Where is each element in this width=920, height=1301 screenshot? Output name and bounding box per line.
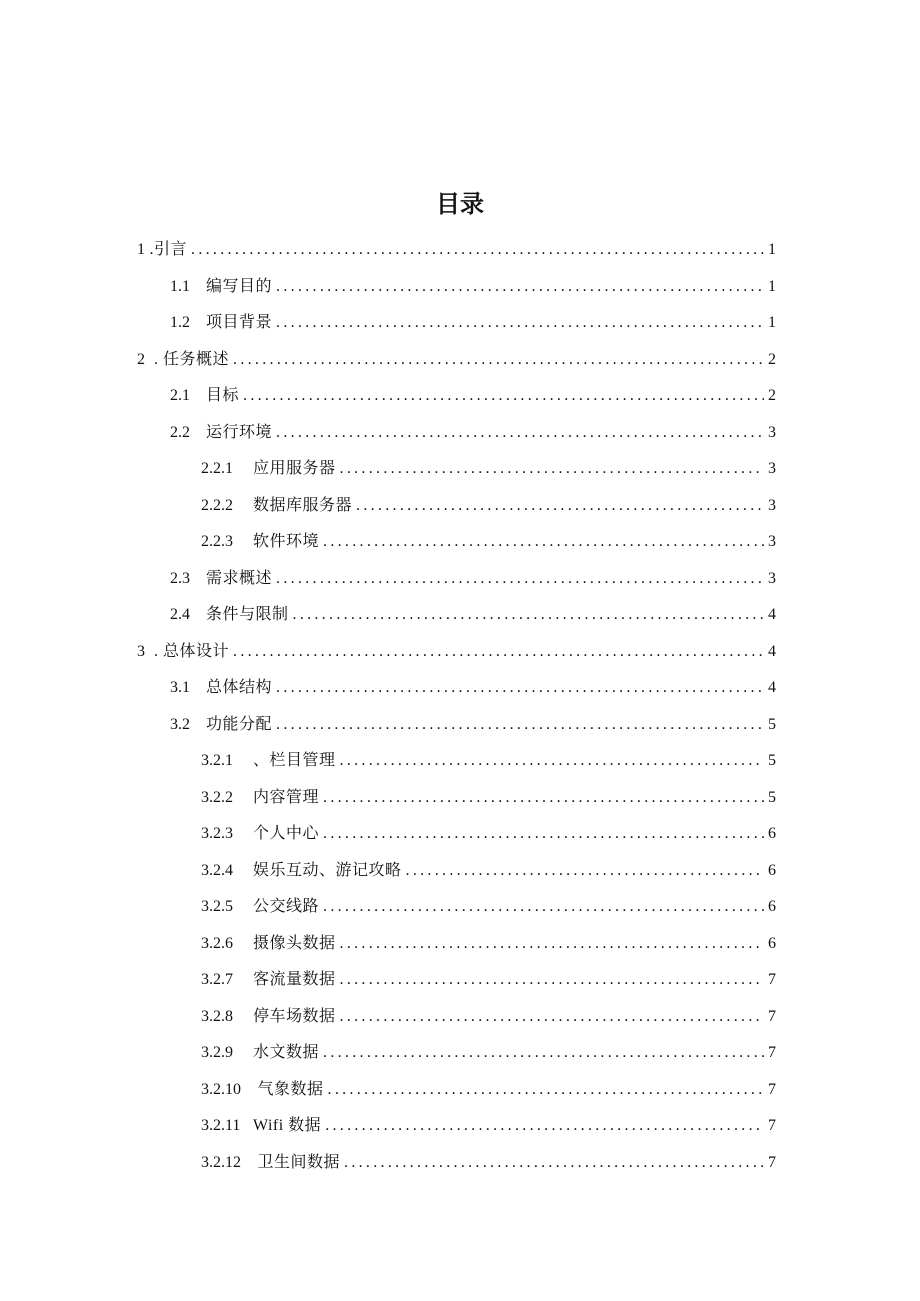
toc-entry-title: 条件与限制 [206, 606, 289, 623]
toc-entry-number: 1 [137, 241, 145, 258]
toc-entry-page: 6 [768, 934, 776, 952]
toc-entry[interactable] [0, 743, 920, 780]
dot-leader [233, 342, 764, 379]
toc-entry[interactable] [0, 1072, 920, 1109]
dot-leader [276, 415, 764, 452]
toc-entry-page: 5 [768, 788, 776, 806]
toc-entry[interactable] [0, 999, 920, 1036]
toc-entry-number: 2.4 [170, 606, 190, 623]
toc-entry[interactable] [0, 269, 920, 306]
toc-entry[interactable] [0, 305, 920, 342]
toc-entry-number: 3.1 [170, 679, 190, 696]
toc-entry-page: 7 [768, 1117, 776, 1134]
dot-leader [233, 634, 764, 671]
toc-entry[interactable] [0, 342, 920, 379]
toc-entry[interactable] [0, 816, 920, 853]
toc-entry[interactable] [0, 488, 920, 525]
toc-entry[interactable] [0, 670, 920, 707]
toc-entry-page: 1 [768, 241, 776, 258]
toc-entry-title: 运行环境 [206, 423, 273, 441]
dot-leader [340, 451, 764, 488]
toc-entry[interactable] [0, 853, 920, 890]
toc-entry-title: 软件环境 [253, 533, 320, 550]
toc-entry-page: 7 [768, 1080, 776, 1098]
toc-entry-page: 4 [768, 679, 776, 696]
dot-leader [276, 670, 764, 707]
toc-entry-page: 3 [768, 496, 776, 514]
toc-entry-page: 3 [768, 569, 776, 587]
toc-entry-title: 目标 [206, 387, 240, 404]
toc-entry-title: 编写目的 [206, 277, 273, 295]
dot-leader [340, 999, 764, 1036]
dot-leader [323, 816, 764, 853]
dot-leader [276, 269, 764, 306]
toc-entry-page: 4 [768, 642, 776, 660]
toc-entry-title: 、栏目管理 [253, 752, 336, 769]
dot-leader [344, 1145, 764, 1182]
dot-leader [340, 743, 764, 780]
toc-entry-title: 总体结构 [206, 679, 273, 696]
toc-entry-title: 内容管理 [253, 788, 320, 806]
toc-entry-page: 3 [768, 533, 776, 550]
toc-entry-number: 3.2.3 [201, 825, 233, 842]
toc-entry-title: 停车场数据 [253, 1007, 336, 1025]
dot-leader [328, 1072, 764, 1109]
toc-entry-title: 功能分配 [206, 715, 273, 733]
toc-entry-number: 2 [137, 350, 145, 368]
toc-entry-page: 3 [768, 423, 776, 441]
toc-entry-number: 2.2.3 [201, 533, 233, 550]
dot-leader [276, 561, 764, 598]
toc-entry-title: 摄像头数据 [253, 934, 336, 952]
toc-entry-title: Wifi 数据 [253, 1117, 322, 1134]
toc-entry-number: 1.2 [170, 314, 190, 331]
dot-leader [406, 853, 764, 890]
toc-entry-number: 2.2.2 [201, 496, 233, 514]
dot-leader [340, 962, 764, 999]
toc-entry-number: 2.2 [170, 423, 190, 441]
toc-entry-number: 3.2.2 [201, 788, 233, 806]
toc-entry[interactable] [0, 1145, 920, 1182]
toc-entry[interactable] [0, 415, 920, 452]
dot-leader [323, 1035, 764, 1072]
toc-entry-number: 3.2.4 [201, 861, 233, 879]
toc-entry-number: 3.2.6 [201, 934, 233, 952]
dot-leader [191, 232, 764, 269]
toc-entry-title: 水文数据 [253, 1044, 320, 1061]
dot-leader [323, 889, 764, 926]
dot-leader [340, 926, 764, 963]
toc-entry-page: 6 [768, 825, 776, 842]
toc-entry-number: 3.2.11 [201, 1117, 241, 1134]
toc-entry-page: 2 [768, 387, 776, 404]
toc-entry-title: 个人中心 [253, 825, 320, 842]
toc-entry-page: 5 [768, 752, 776, 769]
dot-leader [323, 780, 764, 817]
toc-entry-number: 3.2.9 [201, 1044, 233, 1061]
toc-entry-page: 6 [768, 898, 776, 915]
toc-entry-page: 5 [768, 715, 776, 733]
dot-leader [356, 488, 764, 525]
toc-entry-page: 1 [768, 314, 776, 331]
toc-entry[interactable] [0, 597, 920, 634]
toc-entry-number: 3.2 [170, 715, 190, 733]
table-of-contents [0, 232, 920, 1181]
dot-leader [243, 378, 764, 415]
toc-entry-title: 娱乐互动、游记攻略 [253, 861, 402, 879]
dot-leader [293, 597, 764, 634]
toc-entry-number: 2.3 [170, 569, 190, 587]
toc-entry[interactable] [0, 1035, 920, 1072]
toc-entry-title: . 总体设计 [145, 642, 230, 660]
dot-leader [276, 305, 764, 342]
toc-entry[interactable] [0, 962, 920, 999]
toc-entry-title: 应用服务器 [253, 460, 336, 477]
toc-title: 目录 [436, 190, 484, 218]
toc-entry[interactable] [0, 889, 920, 926]
toc-entry-title: 气象数据 [253, 1080, 324, 1098]
toc-entry[interactable] [0, 378, 920, 415]
toc-entry-page: 7 [768, 1044, 776, 1061]
toc-entry[interactable] [0, 926, 920, 963]
toc-entry-number: 3.2.5 [201, 898, 233, 915]
toc-entry-title: 公交线路 [253, 898, 320, 915]
toc-entry-title: 客流量数据 [253, 971, 336, 988]
toc-entry-number: 3.2.1 [201, 752, 233, 769]
toc-entry-number: 3.2.12 [201, 1153, 241, 1171]
toc-entry-page: 7 [768, 1153, 776, 1171]
toc-entry[interactable] [0, 524, 920, 561]
toc-entry-page: 2 [768, 350, 776, 368]
toc-entry[interactable] [0, 1108, 920, 1145]
toc-entry-number: 2.1 [170, 387, 190, 404]
toc-entry[interactable] [0, 451, 920, 488]
toc-entry-title: . 任务概述 [145, 350, 230, 368]
toc-entry[interactable] [0, 561, 920, 598]
toc-entry-page: 7 [768, 971, 776, 988]
toc-entry-number: 3 [137, 642, 145, 660]
toc-entry-number: 3.2.7 [201, 971, 233, 988]
toc-entry-page: 6 [768, 861, 776, 879]
toc-entry[interactable] [0, 634, 920, 671]
dot-leader [325, 1108, 764, 1145]
toc-entry-title: .引言 [145, 241, 188, 258]
toc-entry-title: 卫生间数据 [253, 1153, 341, 1171]
toc-entry-page: 7 [768, 1007, 776, 1025]
toc-entry[interactable] [0, 232, 920, 269]
toc-entry-number: 3.2.10 [201, 1080, 241, 1098]
toc-entry-title: 项目背景 [206, 314, 273, 331]
toc-entry[interactable] [0, 707, 920, 744]
toc-entry-title: 需求概述 [206, 569, 273, 587]
dot-leader [276, 707, 764, 744]
toc-entry-number: 2.2.1 [201, 460, 233, 477]
toc-entry-title: 数据库服务器 [253, 496, 353, 514]
toc-entry-page: 3 [768, 460, 776, 477]
toc-entry[interactable] [0, 780, 920, 817]
toc-entry-page: 4 [768, 606, 776, 623]
toc-entry-number: 3.2.8 [201, 1007, 233, 1025]
dot-leader [323, 524, 764, 561]
toc-entry-page: 1 [768, 277, 776, 295]
toc-entry-number: 1.1 [170, 277, 190, 295]
